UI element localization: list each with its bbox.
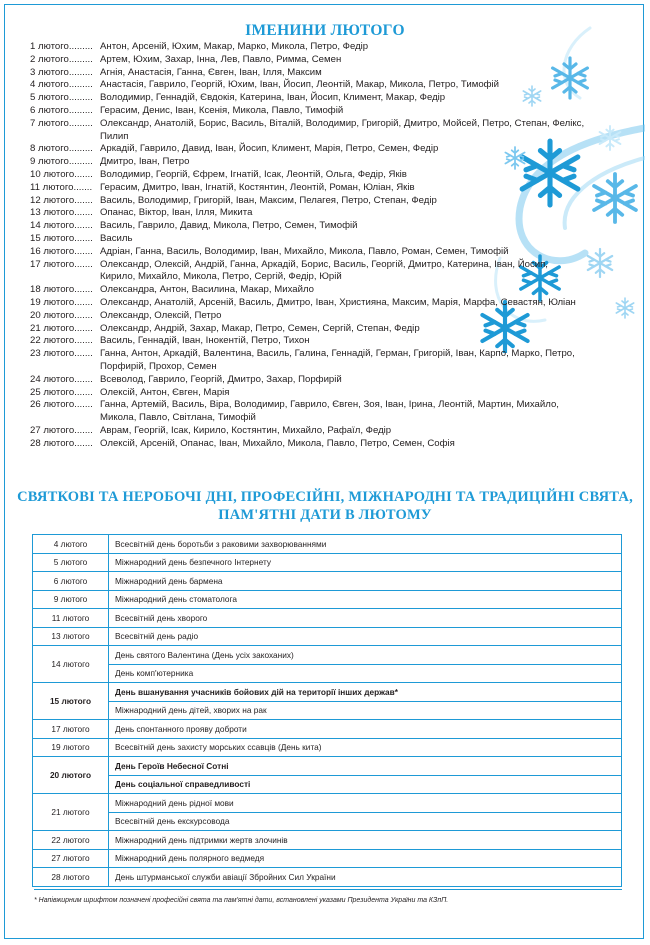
holiday-date: 20 лютого	[33, 757, 109, 794]
nameday-names: Олександр, Анатолій, Борис, Василь, Віталій, Володимир, Григорій, Дмитро, Мойсей, Петро, Степан, Фелікс, Пилип	[100, 117, 585, 142]
holiday-row	[33, 664, 622, 683]
holiday-date: 5 лютого	[33, 553, 109, 572]
nameday-names: Дмитро, Іван, Петро	[100, 156, 190, 168]
holiday-date: 28 лютого	[33, 868, 109, 887]
holiday-event: Всесвітній день боротьби з раковими захворюваннями	[109, 535, 622, 554]
nameday-names: Артем, Юхим, Захар, Інна, Лев, Павло, Римма, Семен	[100, 53, 342, 65]
holiday-row	[33, 535, 622, 554]
nameday-date: 25 лютого.......	[30, 386, 93, 398]
nameday-row	[30, 233, 585, 246]
holiday-event: День святого Валентина (День усіх закоханих)	[109, 646, 622, 665]
nameday-date: 11 лютого.......	[30, 181, 93, 193]
holiday-row	[33, 627, 622, 646]
namedays-list	[30, 41, 585, 451]
nameday-names: Ганна, Артемій, Василь, Віра, Володимир, Гаврило, Євген, Зоя, Іван, Ірина, Леонтій, Мартин, Михайло, Микола, Павло, Світлана, Тимофій	[100, 399, 559, 424]
holidays-title	[0, 488, 650, 524]
nameday-row	[30, 374, 585, 387]
holiday-event: Міжнародний день бармена	[109, 572, 622, 591]
nameday-names: Олексій, Антон, Євген, Марія	[100, 386, 230, 398]
nameday-names: Ганна, Антон, Аркадій, Валентина, Василь, Галина, Геннадій, Герман, Григорій, Іван, Карпо, Марко, Петро, Порфирій, Прохор, Семен	[100, 348, 575, 372]
holidays-title-line1: СВЯТКОВІ ТА НЕРОБОЧІ ДНІ, ПРОФЕСІЙНІ, МІЖНАРОДНІ ТА ТРАДИЦІЙНІ СВЯТА,	[17, 489, 633, 505]
nameday-row	[30, 399, 585, 425]
nameday-names: Володимир, Геннадій, Євдокія, Катерина, Іван, Йосип, Климент, Макар, Федір	[100, 92, 446, 104]
nameday-row	[30, 335, 585, 348]
holiday-date: 22 лютого	[33, 831, 109, 850]
nameday-date: 4 лютого.........	[30, 79, 93, 91]
nameday-row	[30, 169, 585, 182]
holiday-event: Всесвітній день хворого	[109, 609, 622, 628]
nameday-names: Олександр, Андрій, Захар, Макар, Петро, Семен, Сергій, Степан, Федір	[100, 322, 420, 334]
nameday-date: 13 лютого.......	[30, 207, 93, 219]
holiday-date: 13 лютого	[33, 627, 109, 646]
nameday-names: Всеволод, Гаврило, Георгій, Дмитро, Захар, Порфирій	[100, 373, 342, 385]
holiday-row	[33, 683, 622, 702]
holiday-event: Міжнародний день дітей, хворих на рак	[109, 701, 622, 720]
nameday-names: Опанас, Віктор, Іван, Ілля, Микита	[100, 207, 253, 219]
holiday-row	[33, 553, 622, 572]
holiday-date: 6 лютого	[33, 572, 109, 591]
nameday-row	[30, 92, 585, 105]
namedays-title: ІМЕНИНИ ЛЮТОГО	[245, 22, 405, 39]
holiday-row	[33, 738, 622, 757]
holiday-event: Всесвітній день захисту морських ссавців (День кита)	[109, 738, 622, 757]
nameday-date: 28 лютого.......	[30, 437, 93, 449]
nameday-names: Герасим, Денис, Іван, Ксенія, Микола, Павло, Тимофій	[100, 104, 344, 116]
holiday-date: 11 лютого	[33, 609, 109, 628]
nameday-row	[30, 182, 585, 195]
nameday-row	[30, 143, 585, 156]
nameday-names: Олександра, Антон, Василина, Макар, Михайло	[100, 284, 315, 296]
nameday-row	[30, 438, 585, 451]
nameday-row	[30, 105, 585, 118]
holiday-row	[33, 646, 622, 665]
holiday-date: 21 лютого	[33, 794, 109, 831]
holiday-row	[33, 812, 622, 831]
holiday-date: 17 лютого	[33, 720, 109, 739]
nameday-date: 9 лютого.........	[30, 156, 93, 168]
holiday-row	[33, 868, 622, 887]
holiday-row	[33, 609, 622, 628]
nameday-names: Анастасія, Гаврило, Георгій, Юхим, Іван, Йосип, Леонтій, Макар, Микола, Петро, Тимофій	[100, 79, 500, 91]
holidays-table	[32, 534, 622, 887]
nameday-names: Василь, Володимир, Григорій, Іван, Максим, Пелагея, Петро, Степан, Федір	[100, 194, 437, 206]
nameday-date: 23 лютого.......	[30, 348, 93, 360]
nameday-names: Антон, Арсеній, Юхим, Макар, Марко, Микола, Петро, Федір	[100, 41, 369, 52]
holidays-title-line2: ПАМ'ЯТНІ ДАТИ В ЛЮТОМУ	[218, 507, 432, 523]
nameday-date: 3 лютого.........	[30, 66, 93, 78]
holiday-row	[33, 701, 622, 720]
holiday-event: Всесвітній день екскурсовода	[109, 812, 622, 831]
nameday-row	[30, 41, 585, 54]
nameday-names: Адріан, Ганна, Василь, Володимир, Іван, Михайло, Микола, Павло, Роман, Семен, Тимофій	[100, 245, 509, 257]
nameday-names: Олександр, Олексій, Андрій, Ганна, Аркадій, Борис, Василь, Георгій, Дмитро, Катерина, Іван, Йосип, Кирило, Михайло, Микола, Петро, Сергій, Федір, Юрій	[100, 258, 548, 283]
nameday-names: Василь	[100, 232, 133, 244]
holiday-row	[33, 831, 622, 850]
nameday-row	[30, 425, 585, 438]
nameday-date: 12 лютого.......	[30, 194, 93, 206]
nameday-names: Олексій, Арсеній, Опанас, Іван, Михайло, Микола, Павло, Петро, Семен, Софія	[100, 437, 455, 449]
holiday-row	[33, 794, 622, 813]
nameday-date: 8 лютого.........	[30, 143, 93, 155]
nameday-date: 2 лютого.........	[30, 53, 93, 65]
nameday-date: 26 лютого.......	[30, 399, 93, 411]
holiday-event: День спонтанного прояву доброти	[109, 720, 622, 739]
nameday-names: Василь, Гаврило, Давид, Микола, Петро, Семен, Тимофій	[100, 220, 358, 232]
holiday-date: 27 лютого	[33, 849, 109, 868]
nameday-row	[30, 284, 585, 297]
nameday-date: 6 лютого.........	[30, 104, 93, 116]
holiday-event: Міжнародний день безпечного Інтернету	[109, 553, 622, 572]
holiday-event: День соціальної справедливості	[109, 775, 622, 794]
nameday-row	[30, 297, 585, 310]
holiday-row	[33, 720, 622, 739]
nameday-names: Олександр, Олексій, Петро	[100, 309, 222, 321]
holiday-date: 14 лютого	[33, 646, 109, 683]
nameday-date: 17 лютого.......	[30, 258, 93, 270]
holiday-event: День штурманської служби авіації Збройних Сил України	[109, 868, 622, 887]
nameday-row	[30, 156, 585, 169]
holiday-row	[33, 757, 622, 776]
nameday-names: Агнія, Анастасія, Ганна, Євген, Іван, Ілля, Максим	[100, 66, 322, 78]
nameday-date: 15 лютого.......	[30, 232, 93, 244]
nameday-date: 27 лютого.......	[30, 424, 93, 436]
holiday-event: Всесвітній день радіо	[109, 627, 622, 646]
nameday-names: Василь, Геннадій, Іван, Інокентій, Петро, Тихон	[100, 335, 310, 347]
holiday-date: 15 лютого	[33, 683, 109, 720]
footnote: * Напівжирним шрифтом позначені професійні свята та пам'ятні дати, встановлені указами Президента України та КЗпП.	[34, 897, 449, 904]
holiday-event: Міжнародний день рідної мови	[109, 794, 622, 813]
nameday-row	[30, 67, 585, 80]
nameday-row	[30, 348, 585, 374]
nameday-row	[30, 246, 585, 259]
holiday-row	[33, 849, 622, 868]
nameday-date: 20 лютого.......	[30, 309, 93, 321]
nameday-date: 19 лютого.......	[30, 296, 93, 308]
nameday-names: Олександр, Анатолій, Арсеній, Василь, Дмитро, Іван, Християна, Максим, Марія, Марфа, Севастян, Юліан	[100, 296, 576, 308]
nameday-names: Аврам, Георгій, Ісак, Кирило, Костянтин, Михайло, Рафаїл, Федір	[100, 424, 392, 436]
holiday-date: 19 лютого	[33, 738, 109, 757]
nameday-date: 7 лютого.........	[30, 117, 93, 129]
nameday-date: 22 лютого.......	[30, 335, 93, 347]
holiday-event: Міжнародний день стоматолога	[109, 590, 622, 609]
nameday-row	[30, 54, 585, 67]
nameday-row	[30, 195, 585, 208]
nameday-date: 14 лютого.......	[30, 220, 93, 232]
nameday-row	[30, 259, 585, 285]
holiday-event: День Героїв Небесної Сотні	[109, 757, 622, 776]
holiday-date: 4 лютого	[33, 535, 109, 554]
nameday-row	[30, 387, 585, 400]
nameday-names: Герасим, Дмитро, Іван, Ігнатій, Костянтин, Леонтій, Роман, Юліан, Яків	[100, 181, 415, 193]
holiday-event: День вшанування учасників бойових дій на території інших держав*	[109, 683, 622, 702]
nameday-date: 18 лютого.......	[30, 284, 93, 296]
holiday-event: Міжнародний день підтримки жертв злочинів	[109, 831, 622, 850]
holiday-row	[33, 590, 622, 609]
nameday-date: 24 лютого.......	[30, 373, 93, 385]
nameday-date: 21 лютого.......	[30, 322, 93, 334]
holiday-row	[33, 572, 622, 591]
holiday-row	[33, 775, 622, 794]
nameday-date: 16 лютого.......	[30, 245, 93, 257]
nameday-row	[30, 79, 585, 92]
nameday-date: 1 лютого.........	[30, 41, 93, 52]
footnote-divider	[34, 889, 622, 890]
holiday-event: День комп'ютерника	[109, 664, 622, 683]
nameday-row	[30, 310, 585, 323]
holiday-event: Міжнародний день полярного ведмедя	[109, 849, 622, 868]
nameday-date: 5 лютого.........	[30, 92, 93, 104]
nameday-row	[30, 220, 585, 233]
nameday-row	[30, 118, 585, 144]
nameday-row	[30, 323, 585, 336]
nameday-names: Володимир, Георгій, Єфрем, Ігнатій, Ісак, Леонтій, Ольга, Федір, Яків	[100, 168, 407, 180]
holiday-date: 9 лютого	[33, 590, 109, 609]
nameday-names: Аркадій, Гаврило, Давид, Іван, Йосип, Климент, Марія, Петро, Семен, Федір	[100, 143, 439, 155]
nameday-row	[30, 207, 585, 220]
nameday-date: 10 лютого.......	[30, 168, 93, 180]
